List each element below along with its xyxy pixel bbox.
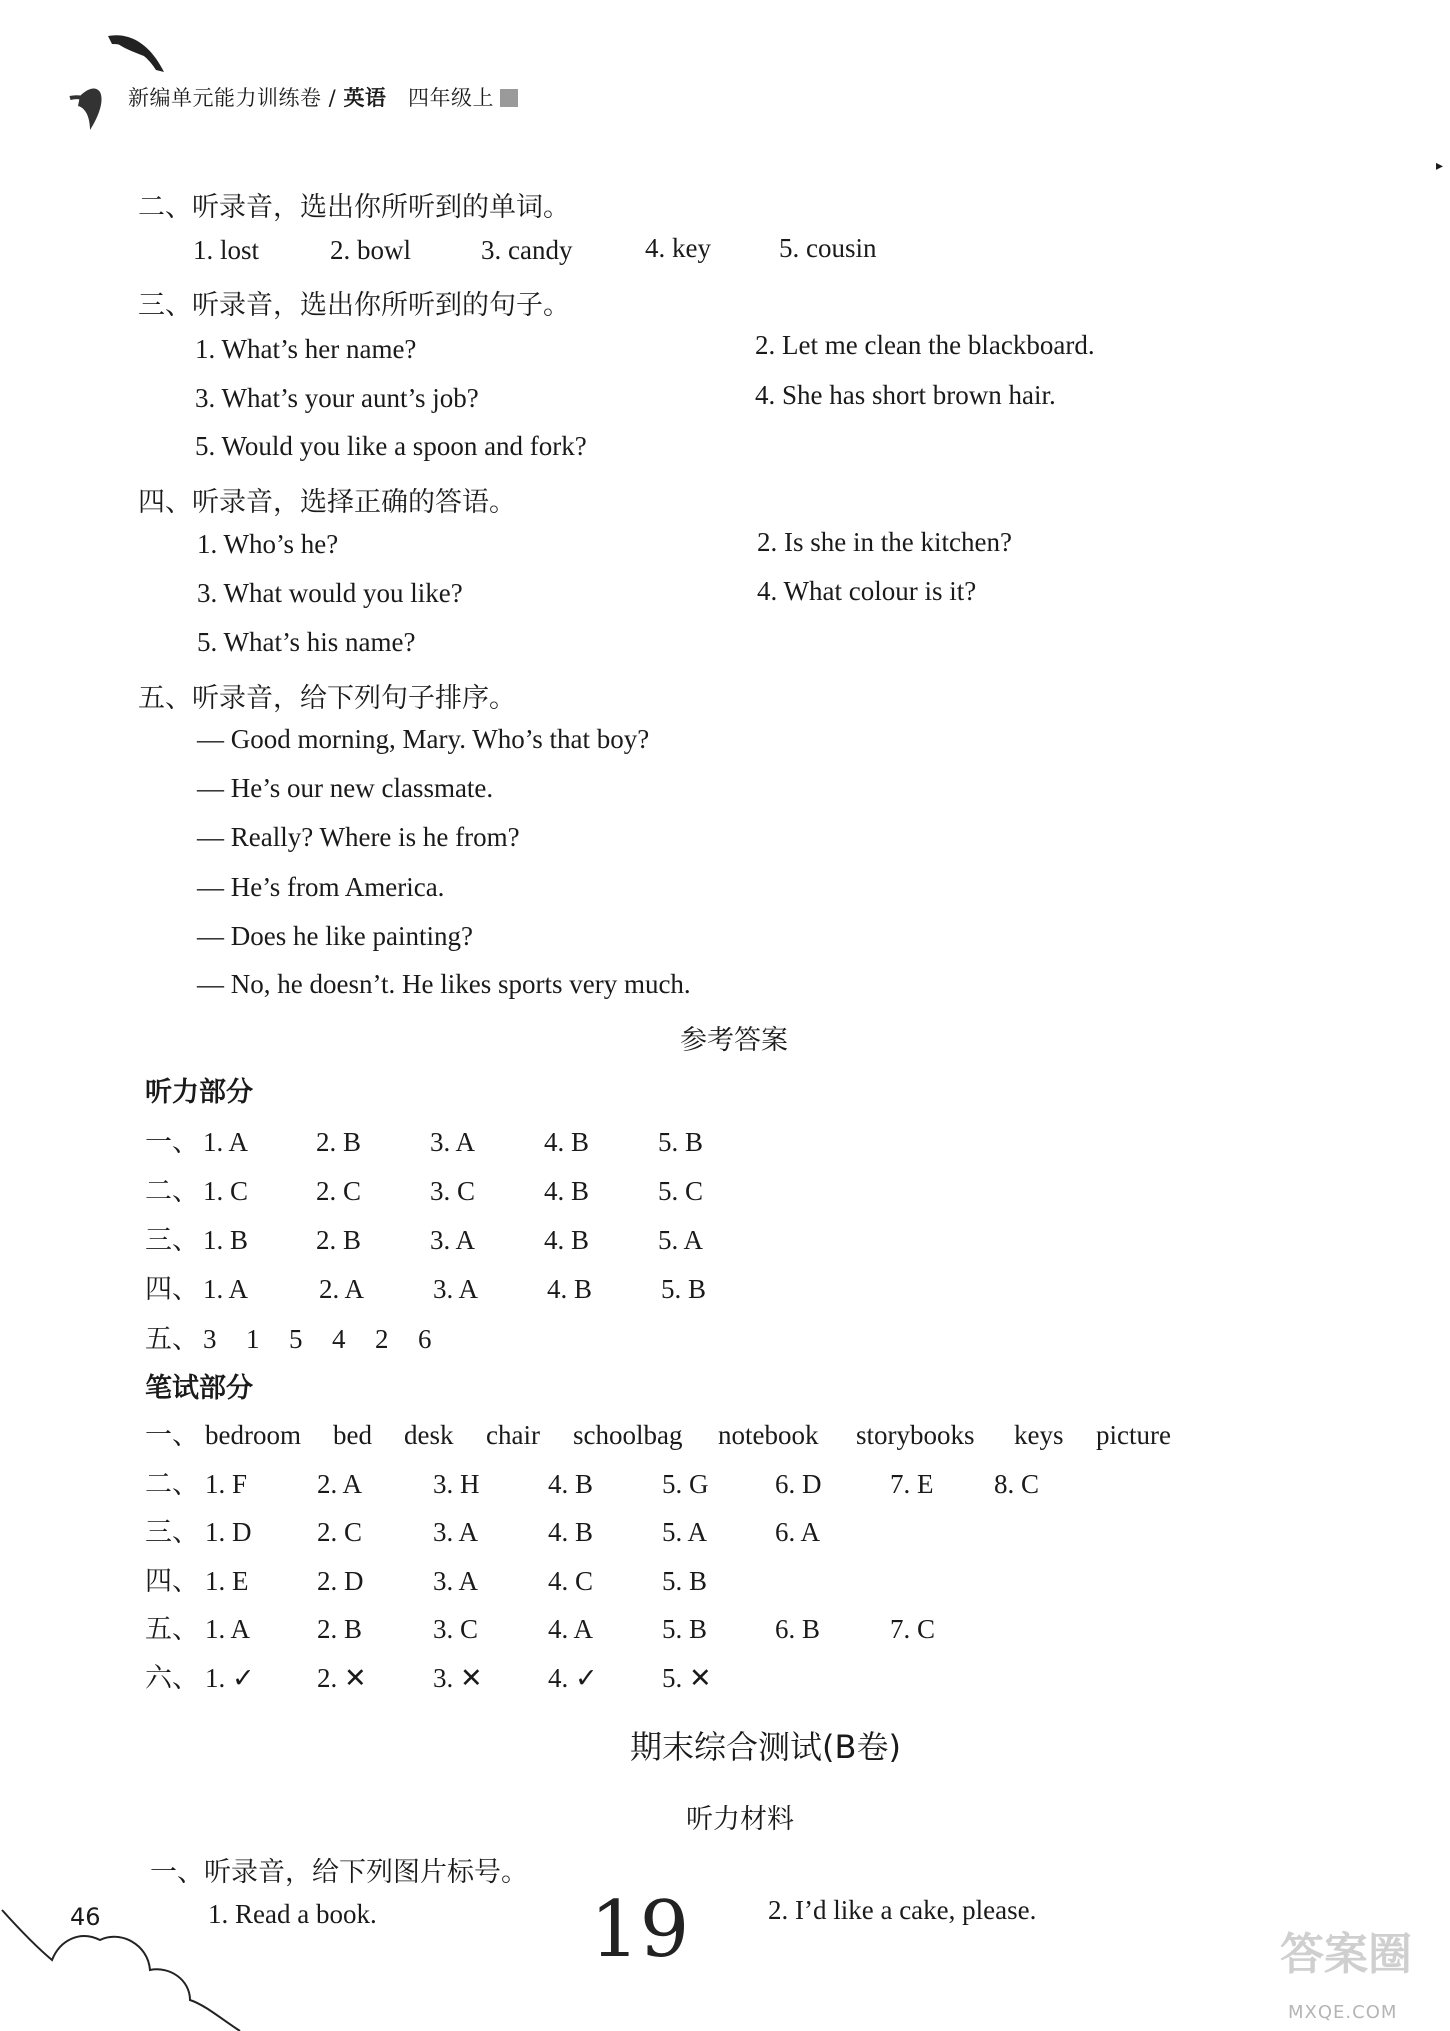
question-item: 2. Is she in the kitchen? — [757, 527, 1012, 557]
dialogue-line: — Does he like painting? — [197, 921, 473, 951]
word-item: 4. key — [645, 233, 711, 263]
answer-row: 一、 1. A 2. B 3. A 4. B 5. B — [145, 1127, 704, 1158]
sentence-item: 4. She has short brown hair. — [755, 380, 1056, 410]
listening-heading: 听力部分 — [145, 1077, 253, 1108]
test-b-item: 2. I’d like a cake, please. — [768, 1895, 1037, 1925]
word-item: 2. bowl — [330, 235, 411, 265]
sentence-item: 2. Let me clean the blackboard. — [755, 330, 1095, 360]
dialogue-line: — Really? Where is he from? — [197, 822, 520, 852]
word-item: 5. cousin — [779, 233, 877, 263]
dialogue-line: — No, he doesn’t. He likes sports very much. — [197, 969, 691, 999]
section-2-title: 二、听录音，选出你所听到的单词。 — [138, 192, 570, 223]
dialogue-line: — He’s from America. — [197, 872, 445, 902]
section-3-title: 三、听录音，选出你所听到的句子。 — [138, 290, 570, 321]
section-5-title: 五、听录音，给下列句子排序。 — [138, 683, 516, 714]
watermark-logo-icon: 答案圈 — [1280, 1929, 1412, 1980]
watermark-text: MXQE.COM — [1288, 2002, 1398, 2023]
question-item: 4. What colour is it? — [757, 576, 977, 606]
header-title: 新编单元能力训练卷 / 英语 四年级上 — [128, 82, 518, 112]
sentence-item: 3. What’s your aunt’s job? — [195, 383, 479, 413]
header-grade: 四年级上 — [407, 86, 494, 110]
answer-row: 五、 3 1 5 4 2 6 — [145, 1324, 432, 1355]
answer-row: 四、 1. A 2. A 3. A 4. B 5. B — [145, 1274, 707, 1305]
answer-row: 二、 1. C 2. C 3. C 4. B 5. C — [145, 1176, 704, 1207]
question-item: 1. Who’s he? — [197, 529, 339, 559]
answer-row: 四、 1. E 2. D 3. A 4. C 5. B — [145, 1566, 708, 1597]
question-item: 5. What’s his name? — [197, 627, 416, 657]
header-square-icon — [500, 89, 518, 107]
test-b-section-1-title: 一、听录音，给下列图片标号。 — [150, 1857, 528, 1888]
cloud-decoration-icon — [0, 1900, 260, 2031]
answer-row: 二、 1. F 2. A 3. H 4. B 5. G 6. D 7. E 8. C — [145, 1469, 1040, 1500]
header-book: 新编单元能力训练卷 — [128, 86, 322, 110]
dialogue-line: — He’s our new classmate. — [197, 773, 494, 803]
word-item: 3. candy — [481, 235, 573, 265]
dialogue-line: — Good morning, Mary. Who’s that boy? — [197, 724, 650, 754]
written-heading: 笔试部分 — [145, 1373, 253, 1404]
margin-arrow-icon: ▸ — [1436, 158, 1444, 174]
test-b-subtitle: 听力材料 — [686, 1804, 794, 1835]
sentence-item: 1. What’s her name? — [195, 334, 417, 364]
question-item: 3. What would you like? — [197, 578, 463, 608]
page-number: 46 — [70, 1903, 101, 1931]
test-b-title: 期末综合测试(B卷) — [630, 1728, 901, 1766]
answer-row: 六、 1. ✓ 2. ✕ 3. ✕ 4. ✓ 5. ✕ — [145, 1663, 712, 1694]
answer-row: 一、 bedroom bed desk chair schoolbag notebook storybooks keys picture — [145, 1420, 1171, 1451]
sentence-item: 5. Would you like a spoon and fork? — [195, 431, 587, 461]
answer-row: 五、 1. A 2. B 3. C 4. A 5. B 6. B 7. C — [145, 1614, 936, 1645]
section-4-title: 四、听录音，选择正确的答语。 — [138, 487, 516, 518]
answer-row: 三、 1. B 2. B 3. A 4. B 5. A — [145, 1225, 704, 1256]
header-subject: 英语 — [343, 86, 387, 110]
answer-row: 三、 1. D 2. C 3. A 4. B 5. A 6. A — [145, 1517, 821, 1548]
answers-title: 参考答案 — [680, 1025, 788, 1056]
test-b-item: 1. Read a book. — [208, 1899, 377, 1929]
handwritten-note: 19 — [590, 1885, 690, 1975]
word-item: 1. lost — [193, 235, 260, 265]
